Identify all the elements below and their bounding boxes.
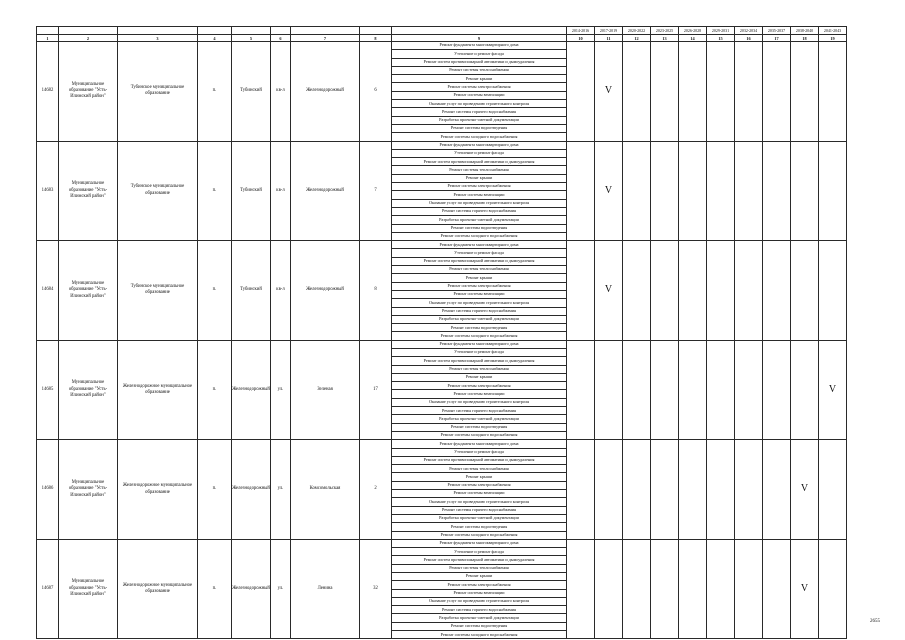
period-header: 2032-2034 bbox=[735, 27, 763, 35]
column-number: 11 bbox=[595, 35, 623, 42]
work-type: Ремонт крыши bbox=[392, 473, 567, 481]
record-locality: Железнодорожный bbox=[232, 340, 271, 440]
record-id: 14687 bbox=[37, 539, 59, 639]
period-cell bbox=[707, 241, 735, 341]
work-row bbox=[37, 340, 875, 348]
period-cell bbox=[819, 539, 847, 639]
work-type: Ремонт системы холодного водоснабжения bbox=[392, 133, 567, 141]
period-cell bbox=[819, 42, 847, 142]
work-type: Ремонт крыши bbox=[392, 573, 567, 581]
work-type: Ремонт системы горячего водоснабжения bbox=[392, 407, 567, 415]
period-cell bbox=[567, 141, 595, 241]
work-type: Оказание услуг по проведению строительного контроля bbox=[392, 199, 567, 207]
period-cell bbox=[791, 141, 819, 241]
record-street-type: кв-л bbox=[271, 241, 291, 341]
work-type: Ремонт системы холодного водоснабжения bbox=[392, 332, 567, 340]
column-number: 9 bbox=[392, 35, 567, 42]
period-cell bbox=[567, 340, 595, 440]
period-cell bbox=[735, 241, 763, 341]
record-street: Железнодорожный bbox=[291, 42, 360, 142]
record-locality: Железнодорожный bbox=[232, 539, 271, 639]
record-id: 14686 bbox=[37, 440, 59, 540]
work-type: Ремонт системы горячего водоснабжения bbox=[392, 506, 567, 514]
header-blank bbox=[271, 27, 291, 35]
record-settlement: Тубинское муниципальное образование bbox=[118, 42, 198, 142]
record-settlement-type: п. bbox=[198, 241, 232, 341]
work-type: Ремонт системы вентиляции bbox=[392, 589, 567, 597]
scheduled-period-mark: V bbox=[595, 141, 623, 241]
header-blank bbox=[198, 27, 232, 35]
work-type: Разработка проектно-сметной документации bbox=[392, 116, 567, 124]
period-cell bbox=[623, 141, 651, 241]
period-cell bbox=[791, 241, 819, 341]
record-street-type: ул. bbox=[271, 340, 291, 440]
work-type: Утепление и ремонт фасада bbox=[392, 448, 567, 456]
period-cell bbox=[707, 539, 735, 639]
work-type: Ремонт системы вентиляции bbox=[392, 191, 567, 199]
work-type: Ремонт системы вентиляции bbox=[392, 91, 567, 99]
period-cell bbox=[679, 539, 707, 639]
period-cell bbox=[651, 340, 679, 440]
work-type: Ремонт системы вентиляции bbox=[392, 290, 567, 298]
period-cell bbox=[707, 340, 735, 440]
record-house-number: 7 bbox=[360, 141, 392, 241]
column-number: 19 bbox=[819, 35, 847, 42]
work-type: Ремонт системы горячего водоснабжения bbox=[392, 108, 567, 116]
record-locality: Тубинский bbox=[232, 42, 271, 142]
column-number: 8 bbox=[360, 35, 392, 42]
work-type: Ремонт системы водоотведения bbox=[392, 124, 567, 132]
record-street-type: кв-л bbox=[271, 141, 291, 241]
period-cell bbox=[679, 340, 707, 440]
work-type: Ремонт фундамента многоквартирного дома bbox=[392, 340, 567, 348]
work-row bbox=[37, 440, 875, 448]
column-number: 18 bbox=[791, 35, 819, 42]
period-cell bbox=[735, 42, 763, 142]
page-number: 2655 bbox=[870, 619, 880, 624]
work-type: Ремонт фундамента многоквартирного дома bbox=[392, 141, 567, 149]
work-type: Ремонт фундамента многоквартирного дома bbox=[392, 440, 567, 448]
record-settlement: Железнодорожное муниципальное образование bbox=[118, 539, 198, 639]
period-cell bbox=[651, 539, 679, 639]
period-header: 2029-2031 bbox=[707, 27, 735, 35]
work-type: Утепление и ремонт фасада bbox=[392, 249, 567, 257]
work-type: Ремонт системы холодного водоснабжения bbox=[392, 631, 567, 639]
header-blank bbox=[232, 27, 271, 35]
column-number: 1 bbox=[37, 35, 59, 42]
record-street-type: ул. bbox=[271, 440, 291, 540]
work-type: Ремонт крыши bbox=[392, 373, 567, 381]
work-type: Ремонт системы водоотведения bbox=[392, 224, 567, 232]
column-number: 6 bbox=[271, 35, 291, 42]
period-cell bbox=[651, 42, 679, 142]
work-type: Ремонт системы электроснабжения bbox=[392, 282, 567, 290]
period-cell bbox=[679, 42, 707, 142]
period-cell bbox=[567, 440, 595, 540]
work-row bbox=[37, 42, 875, 50]
record-house-number: 8 bbox=[360, 241, 392, 341]
record-street: Ленина bbox=[291, 539, 360, 639]
period-cell bbox=[679, 241, 707, 341]
period-header-row bbox=[37, 27, 875, 35]
period-cell bbox=[735, 539, 763, 639]
record-street: Железнодорожный bbox=[291, 141, 360, 241]
work-type: Ремонт фундамента многоквартирного дома bbox=[392, 241, 567, 249]
work-row bbox=[37, 241, 875, 249]
period-cell bbox=[707, 141, 735, 241]
period-header: 2035-2037 bbox=[763, 27, 791, 35]
record-street-type: ул. bbox=[271, 539, 291, 639]
work-type: Разработка проектно-сметной документации bbox=[392, 415, 567, 423]
record-locality: Железнодорожный bbox=[232, 440, 271, 540]
work-type: Ремонт системы вентиляции bbox=[392, 490, 567, 498]
period-cell bbox=[791, 340, 819, 440]
work-type: Ремонт крыши bbox=[392, 274, 567, 282]
work-type: Оказание услуг по проведению строительного контроля bbox=[392, 597, 567, 605]
period-header: 2020-2022 bbox=[623, 27, 651, 35]
period-header: 2017-2019 bbox=[595, 27, 623, 35]
work-row bbox=[37, 539, 875, 547]
period-cell bbox=[763, 440, 791, 540]
scheduled-period-mark: V bbox=[595, 42, 623, 142]
work-type: Ремонт системы электроснабжения bbox=[392, 481, 567, 489]
record-municipality: Муниципальное образование "Усть-Илимский район" bbox=[59, 539, 118, 639]
period-cell bbox=[707, 42, 735, 142]
record-municipality: Муниципальное образование "Усть-Илимский район" bbox=[59, 440, 118, 540]
work-type: Оказание услуг по проведению строительного контроля bbox=[392, 398, 567, 406]
period-cell bbox=[651, 141, 679, 241]
work-type: Ремонт фундамента многоквартирного дома bbox=[392, 42, 567, 50]
work-type: Ремонт системы теплоснабжения bbox=[392, 166, 567, 174]
record-settlement: Железнодорожное муниципальное образование bbox=[118, 440, 198, 540]
scheduled-period-mark: V bbox=[819, 340, 847, 440]
period-cell bbox=[763, 141, 791, 241]
header-blank bbox=[37, 27, 59, 35]
header-blank bbox=[360, 27, 392, 35]
work-type: Разработка проектно-сметной документации bbox=[392, 514, 567, 522]
record-municipality: Муниципальное образование "Усть-Илимский район" bbox=[59, 241, 118, 341]
record-settlement: Тубинское муниципальное образование bbox=[118, 141, 198, 241]
work-type: Ремонт системы теплоснабжения bbox=[392, 66, 567, 74]
work-type: Ремонт системы теплоснабжения bbox=[392, 266, 567, 274]
period-cell bbox=[735, 340, 763, 440]
header-blank bbox=[392, 27, 567, 35]
period-cell bbox=[567, 42, 595, 142]
record-house-number: 32 bbox=[360, 539, 392, 639]
record-house-number: 2 bbox=[360, 440, 392, 540]
work-type: Оказание услуг по проведению строительного контроля bbox=[392, 498, 567, 506]
column-number: 7 bbox=[291, 35, 360, 42]
work-type: Ремонт систем противопожарной автоматики и дымоудаления bbox=[392, 556, 567, 564]
period-cell bbox=[651, 440, 679, 540]
period-cell bbox=[567, 539, 595, 639]
period-header: 2041-2043 bbox=[819, 27, 847, 35]
column-number: 14 bbox=[679, 35, 707, 42]
period-cell bbox=[763, 340, 791, 440]
period-header: 2023-2025 bbox=[651, 27, 679, 35]
work-row bbox=[37, 141, 875, 149]
capital-repair-schedule-table bbox=[36, 26, 875, 639]
record-settlement-type: п. bbox=[198, 42, 232, 142]
record-settlement: Железнодорожное муниципальное образование bbox=[118, 340, 198, 440]
column-number: 17 bbox=[763, 35, 791, 42]
period-cell bbox=[623, 440, 651, 540]
work-type: Ремонт системы вентиляции bbox=[392, 390, 567, 398]
period-header: 2026-2028 bbox=[679, 27, 707, 35]
work-type: Ремонт систем противопожарной автоматики и дымоудаления bbox=[392, 58, 567, 66]
work-type: Ремонт систем противопожарной автоматики и дымоудаления bbox=[392, 257, 567, 265]
period-cell bbox=[791, 42, 819, 142]
work-type: Ремонт крыши bbox=[392, 174, 567, 182]
period-cell bbox=[819, 440, 847, 540]
work-type: Ремонт системы электроснабжения bbox=[392, 581, 567, 589]
record-street-type: кв-л bbox=[271, 42, 291, 142]
period-cell bbox=[819, 141, 847, 241]
column-number: 10 bbox=[567, 35, 595, 42]
period-cell bbox=[763, 241, 791, 341]
period-cell bbox=[595, 440, 623, 540]
column-number: 4 bbox=[198, 35, 232, 42]
record-municipality: Муниципальное образование "Усть-Илимский район" bbox=[59, 340, 118, 440]
work-type: Ремонт системы горячего водоснабжения bbox=[392, 307, 567, 315]
work-type: Ремонт системы холодного водоснабжения bbox=[392, 431, 567, 439]
record-street: Зеленая bbox=[291, 340, 360, 440]
work-type: Ремонт системы электроснабжения bbox=[392, 83, 567, 91]
work-type: Утепление и ремонт фасада bbox=[392, 548, 567, 556]
period-cell bbox=[707, 440, 735, 540]
period-header: 2014-2016 bbox=[567, 27, 595, 35]
period-header: 2038-2040 bbox=[791, 27, 819, 35]
period-cell bbox=[819, 241, 847, 341]
work-type: Ремонт систем противопожарной автоматики и дымоудаления bbox=[392, 357, 567, 365]
period-cell bbox=[595, 340, 623, 440]
column-number: 16 bbox=[735, 35, 763, 42]
record-settlement-type: п. bbox=[198, 340, 232, 440]
work-type: Оказание услуг по проведению строительного контроля bbox=[392, 299, 567, 307]
record-street: Железнодорожный bbox=[291, 241, 360, 341]
work-type: Ремонт крыши bbox=[392, 75, 567, 83]
period-cell bbox=[567, 241, 595, 341]
work-type: Разработка проектно-сметной документации bbox=[392, 315, 567, 323]
work-type: Утепление и ремонт фасада bbox=[392, 348, 567, 356]
record-id: 14682 bbox=[37, 42, 59, 142]
record-id: 14685 bbox=[37, 340, 59, 440]
record-locality: Тубинский bbox=[232, 241, 271, 341]
column-number-row bbox=[37, 35, 875, 42]
period-cell bbox=[763, 539, 791, 639]
record-id: 14684 bbox=[37, 241, 59, 341]
work-type: Ремонт системы холодного водоснабжения bbox=[392, 531, 567, 539]
work-type: Разработка проектно-сметной документации bbox=[392, 216, 567, 224]
record-municipality: Муниципальное образование "Усть-Илимский район" bbox=[59, 141, 118, 241]
header-blank bbox=[59, 27, 118, 35]
work-type: Ремонт системы водоотведения bbox=[392, 324, 567, 332]
column-number: 12 bbox=[623, 35, 651, 42]
work-type: Ремонт системы водоотведения bbox=[392, 423, 567, 431]
record-municipality: Муниципальное образование "Усть-Илимский район" bbox=[59, 42, 118, 142]
work-type: Ремонт системы теплоснабжения bbox=[392, 465, 567, 473]
work-type: Ремонт системы электроснабжения bbox=[392, 382, 567, 390]
column-number: 2 bbox=[59, 35, 118, 42]
work-type: Разработка проектно-сметной документации bbox=[392, 614, 567, 622]
work-type: Ремонт системы водоотведения bbox=[392, 622, 567, 630]
period-cell bbox=[595, 539, 623, 639]
period-cell bbox=[679, 440, 707, 540]
period-cell bbox=[623, 241, 651, 341]
record-street: Комсомольская bbox=[291, 440, 360, 540]
work-type: Ремонт системы горячего водоснабжения bbox=[392, 606, 567, 614]
period-cell bbox=[623, 539, 651, 639]
records-body bbox=[37, 42, 875, 639]
column-number: 13 bbox=[651, 35, 679, 42]
scheduled-period-mark: V bbox=[791, 539, 819, 639]
work-type: Утепление и ремонт фасада bbox=[392, 50, 567, 58]
record-settlement-type: п. bbox=[198, 440, 232, 540]
record-house-number: 6 bbox=[360, 42, 392, 142]
column-number: 5 bbox=[232, 35, 271, 42]
work-type: Ремонт системы теплоснабжения bbox=[392, 564, 567, 572]
work-type: Ремонт системы электроснабжения bbox=[392, 183, 567, 191]
work-type: Ремонт системы горячего водоснабжения bbox=[392, 207, 567, 215]
work-type: Ремонт системы теплоснабжения bbox=[392, 365, 567, 373]
period-cell bbox=[651, 241, 679, 341]
column-number: 3 bbox=[118, 35, 198, 42]
work-type: Ремонт систем противопожарной автоматики и дымоудаления bbox=[392, 456, 567, 464]
period-cell bbox=[735, 141, 763, 241]
record-locality: Тубинский bbox=[232, 141, 271, 241]
work-type: Ремонт фундамента многоквартирного дома bbox=[392, 539, 567, 547]
record-id: 14683 bbox=[37, 141, 59, 241]
period-cell bbox=[623, 42, 651, 142]
work-type: Утепление и ремонт фасада bbox=[392, 149, 567, 157]
work-type: Оказание услуг по проведению строительного контроля bbox=[392, 100, 567, 108]
work-type: Ремонт системы водоотведения bbox=[392, 523, 567, 531]
record-house-number: 17 bbox=[360, 340, 392, 440]
header-blank bbox=[291, 27, 360, 35]
record-settlement-type: п. bbox=[198, 141, 232, 241]
work-type: Ремонт систем противопожарной автоматики и дымоудаления bbox=[392, 158, 567, 166]
record-settlement: Тубинское муниципальное образование bbox=[118, 241, 198, 341]
period-cell bbox=[735, 440, 763, 540]
period-cell bbox=[623, 340, 651, 440]
period-cell bbox=[679, 141, 707, 241]
period-cell bbox=[763, 42, 791, 142]
column-number: 15 bbox=[707, 35, 735, 42]
record-settlement-type: п. bbox=[198, 539, 232, 639]
scheduled-period-mark: V bbox=[595, 241, 623, 341]
scheduled-period-mark: V bbox=[791, 440, 819, 540]
header-blank bbox=[118, 27, 198, 35]
work-type: Ремонт системы холодного водоснабжения bbox=[392, 232, 567, 240]
